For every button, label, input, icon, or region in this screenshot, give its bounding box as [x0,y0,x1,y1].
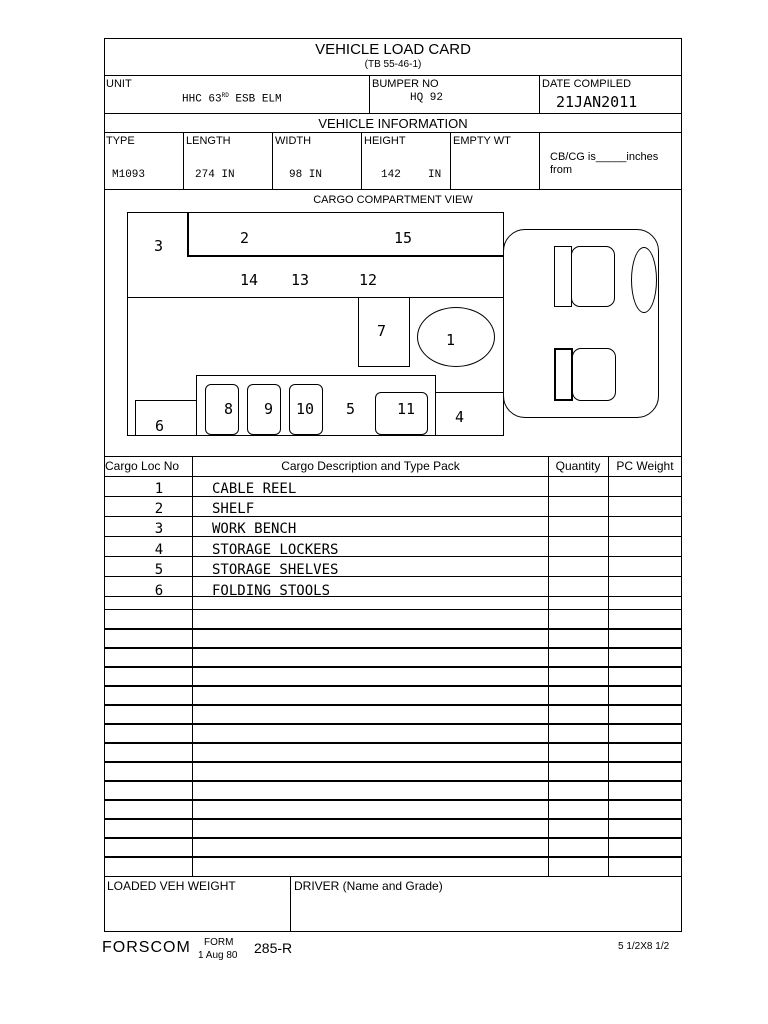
table-row-line [104,837,682,839]
unit-label: UNIT [106,78,132,90]
diagram-label-6: 6 [155,417,165,435]
diagram-label-13: 13 [291,271,310,289]
divider [539,75,540,113]
table-row-line [104,647,682,649]
col-header-qty: Quantity [555,459,601,473]
loaded-weight-label: LOADED VEH WEIGHT [107,879,236,893]
divider [369,75,370,113]
bumper-value: HQ 92 [410,92,444,104]
length-value: 274 IN [195,169,235,181]
agency-name: FORSCOM [102,939,191,956]
table-row-line [104,799,682,801]
diagram-label-8: 8 [224,400,234,418]
table-row-line [104,685,682,687]
cargo-view-heading: CARGO COMPARTMENT VIEW [313,194,473,206]
width-value: 98 IN [289,169,323,181]
table-row-line [104,761,682,763]
divider [104,876,682,877]
empty-wt-label: EMPTY WT [453,135,511,147]
row-3-loc: 3 [154,521,164,537]
diagram-label-1: 1 [446,331,456,349]
diagram-label-12: 12 [359,271,378,289]
divider [104,132,682,133]
type-value: M1093 [112,169,146,181]
form-title: VEHICLE LOAD CARD [315,41,471,58]
form-number: 285-R [254,940,293,956]
diagram-label-14: 14 [240,271,259,289]
table-row-line [104,780,682,782]
divider [104,456,682,457]
divider [104,113,682,114]
width-label: WIDTH [275,135,312,147]
diagram-label-4: 4 [455,408,465,426]
col-header-weight: PC Weight [616,459,674,473]
vehicle-info-heading: VEHICLE INFORMATION [318,116,468,131]
col-header-loc: Cargo Loc No [105,459,180,473]
divider [104,75,682,76]
row-1-desc: CABLE REEL [212,481,297,497]
diagram-label-10: 10 [296,400,315,418]
table-row-line [104,818,682,820]
driver-label: DRIVER (Name and Grade) [294,879,443,893]
diagram-label-2: 2 [240,229,250,247]
divider [361,132,362,189]
row-6-desc: FOLDING STOOLS [212,583,331,599]
cbcg-text-a: CB/CG is_____inches [550,151,659,163]
cbcg-text-b: from [550,164,572,176]
form-size: 5 1/2X8 1/2 [618,941,670,952]
table-row-line [104,628,682,630]
divider [104,189,682,190]
form-subtitle: (TB 55-46-1) [364,59,422,70]
date-label: DATE COMPILED [542,78,632,90]
row-2-desc: SHELF [212,501,255,517]
divider [272,132,273,189]
table-row-line [104,476,682,477]
table-row-line [104,704,682,706]
diagram-label-5: 5 [346,400,356,418]
row-4-loc: 4 [154,542,164,558]
col-header-desc: Cargo Description and Type Pack [281,459,460,473]
diagram-label-7: 7 [377,322,387,340]
length-label: LENGTH [186,135,231,147]
diagram-label-3: 3 [154,237,164,255]
row-4-desc: STORAGE LOCKERS [212,542,339,558]
divider [290,876,291,932]
row-3-desc: WORK BENCH [212,521,297,537]
unit-value [182,92,282,106]
height-value-num: 142 [381,169,401,181]
row-6-loc: 6 [154,583,164,599]
table-row-line [104,723,682,725]
diagram-label-11: 11 [397,400,416,418]
height-value-unit: IN [428,169,442,181]
bumper-label: BUMPER NO [372,78,439,90]
form-date: 1 Aug 80 [198,950,238,961]
divider [539,132,540,189]
row-2-loc: 2 [154,501,164,517]
type-label: TYPE [106,135,135,147]
form-word: FORM [204,937,234,948]
table-row-line [104,609,682,610]
table-row-line [104,742,682,744]
row-5-desc: STORAGE SHELVES [212,562,339,578]
unit-value-sup: RD [221,92,229,99]
row-5-loc: 5 [154,562,164,578]
unit-value-main: HHC 63 [182,93,222,106]
unit-value-suffix: ESB ELM [235,93,282,106]
date-value: 21JAN2011 [556,93,638,111]
table-row-line [104,856,682,858]
divider [183,132,184,189]
divider [450,132,451,189]
diagram-label-15: 15 [394,229,413,247]
height-label: HEIGHT [364,135,406,147]
table-row-line [104,666,682,668]
diagram-label-9: 9 [264,400,274,418]
row-1-loc: 1 [154,481,164,497]
